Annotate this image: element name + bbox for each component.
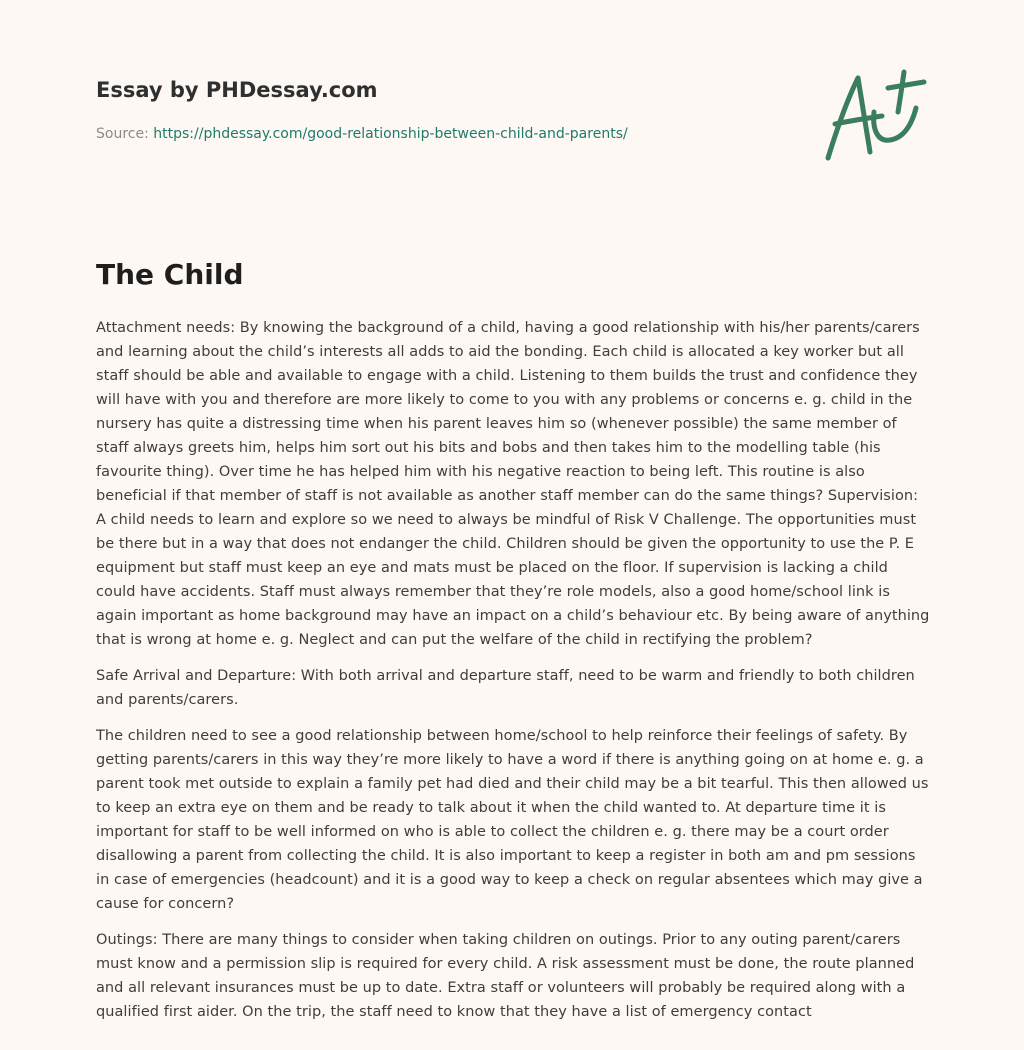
a-plus-logo-icon xyxy=(822,66,928,166)
source-line xyxy=(96,124,796,144)
essay-body xyxy=(96,316,930,1036)
brand-title: Essay by PHDessay.com xyxy=(96,78,378,102)
essay-paragraph: Outings: There are many things to consider when taking children on outings. Prior to any outing parent/carers must know and a permission slip is required for every child. A risk assessment must be done, the route planned and all relevant insurances must be up to date. Extra staff or volunteers will probably be required along with a qualified first aider. On the trip, the staff need to know that they have a list of emergency contact xyxy=(96,932,915,1020)
essay-paragraph: The children need to see a good relationship between home/school to help reinforce their feelings of safety. By getting parents/carers in this way they’re more likely to have a word if there is anything going on at home e. g. a parent took met outside to explain a family pet had died and their child may be a bit tearful. This then allowed us to keep an extra eye on them and be ready to talk about it when the child wanted to. At departure time it is important for staff to be well informed on who is able to collect the children e. g. there may be a court order disallowing a parent from collecting the child. It is also important to keep a register in both am and pm sessions in case of emergencies (headcount) and it is a good way to keep a check on regular absentees which may give a cause for concern? xyxy=(96,728,929,912)
essay-title: The Child xyxy=(96,258,244,291)
source-link[interactable]: https://phdessay.com/good-relationship-between-child-and-parents/ xyxy=(153,126,628,142)
essay-paragraph: Safe Arrival and Departure: With both arrival and departure staff, need to be warm and friendly to both children and parents/carers. xyxy=(96,668,915,708)
source-label: Source: xyxy=(96,126,154,142)
essay-paragraph: Attachment needs: By knowing the background of a child, having a good relationship with his/her parents/carers and learning about the child’s interests all adds to aid the bonding. Each child is allocated a key worker but all staff should be able and available to engage with a child. Listening to them builds the trust and confidence they will have with you and therefore are more likely to come to you with any problems or concerns e. g. child in the nursery has quite a distressing time when his parent leaves him so (whenever possible) the same member of staff always greets him, helps him sort out his bits and bobs and then takes him to the modelling table (his favourite thing). Over time he has helped him with his negative reaction to being left. This routine is also beneficial if that member of staff is not available as another staff member can do the same things? Supervision: A child needs to learn and explore so we need to always be mindful of Risk V Challenge. The opportunities must be there but in a way that does not endanger the child. Children should be given the opportunity to use the P. E equipment but staff must keep an eye and mats must be placed on the floor. If supervision is lacking a child could have accidents. Staff must always remember that they’re role models, also a good home/school link is again important as home background may have an impact on a child’s behaviour etc. By being aware of anything that is wrong at home e. g. Neglect and can put the welfare of the child in rectifying the problem? xyxy=(96,320,930,648)
essay-header xyxy=(96,76,796,144)
